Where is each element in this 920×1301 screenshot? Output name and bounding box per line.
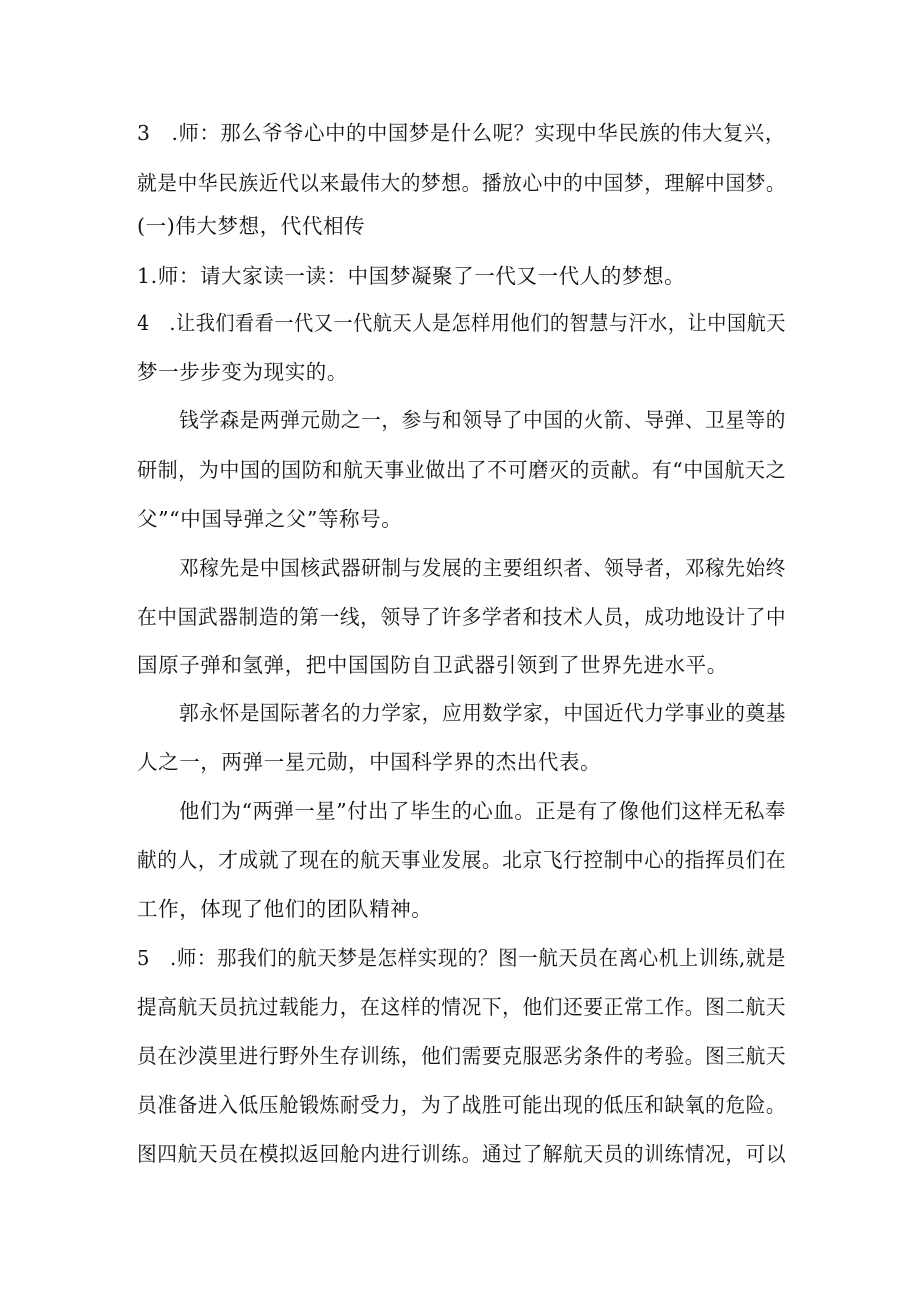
text-line: 在中国武器制造的第一线，领导了许多学者和技术人员，成功地设计了中 [137,605,787,629]
text-line: 图四航天员在模拟返回舱内进行训练。通过了解航天员的训练情况，可以 [137,1142,787,1166]
text-line: 工作，体现了他们的团队精神。 [137,897,433,921]
text-line: 郭永怀是国际著名的力学家，应用数学家，中国近代力学事业的奠基 [179,701,786,725]
text-line: 他们为“两弹一星”付出了毕生的心血。正是有了像他们这样无私奉 [179,799,786,823]
text-line: 钱学森是两弹元勋之一，参与和领导了中国的火箭、导弹、卫星等的 [179,408,786,432]
text-line: 父”“中国导弹之父”等称号。 [137,507,403,531]
text-line: 3 .师：那么爷爷心中的中国梦是什么呢？实现中华民族的伟大复兴， [137,121,786,145]
text-line: 国原子弹和氢弹，把中国国防自卫武器引领到了世界先进水平。 [137,653,728,677]
text-line: 就是中华民族近代以来最伟大的梦想。播放心中的中国梦，理解中国梦。 [137,171,787,195]
text-line: 4 .让我们看看一代又一代航天人是怎样用他们的智慧与汗水，让中国航天 [137,311,786,335]
section-heading: (一)伟大梦想，代代相传 [137,214,366,238]
text-line: 研制，为中国的国防和航天事业做出了不可磨灭的贡献。有“中国航天之 [137,458,787,482]
text-line: 人之一，两弹一星元勋，中国科学界的杰出代表。 [137,750,602,774]
text-line: 献的人，才成就了现在的航天事业发展。北京飞行控制中心的指挥员们在 [137,848,787,872]
text-line: 邓稼先是中国核武器研制与发展的主要组织者、领导者，邓稼先始终 [179,556,786,580]
text-line: 提高航天员抗过载能力，在这样的情况下，他们还要正常工作。图二航天 [137,995,787,1019]
text-line: 员在沙漠里进行野外生存训练，他们需要克服恶劣条件的考验。图三航天 [137,1044,787,1068]
text-line: 1.师：请大家读一读：中国梦凝聚了一代又一代人的梦想。 [137,264,686,288]
text-line: 5 .师：那我们的航天梦是怎样实现的？图一航天员在离心机上训练,就是 [137,946,786,970]
text-line: 员准备进入低压舱锻炼耐受力，为了战胜可能出现的低压和缺氧的危险。 [137,1093,787,1117]
text-line: 梦一步步变为现实的。 [137,360,348,384]
